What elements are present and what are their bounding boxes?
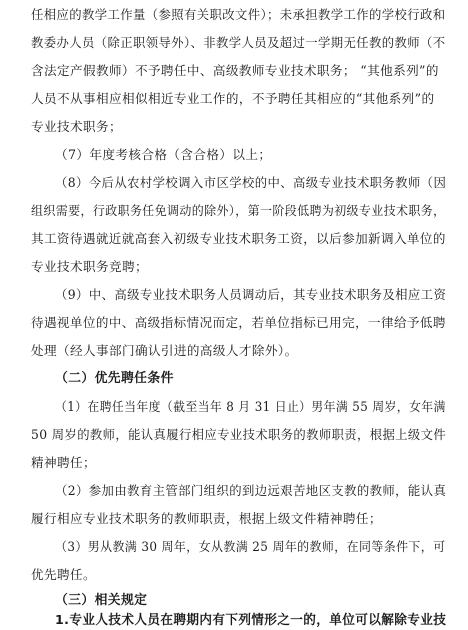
text-line-6: （7）年度考核合格（含合格）以上； — [55, 147, 272, 162]
section-heading-2: （二）优先聘任条件 — [55, 371, 174, 386]
text-line-15: （1）在聘任当年度（截至当年 8 月 31 日止）男年满 55 周岁，女年满 — [55, 399, 446, 414]
text-line-10: 专业技术职务竞聘； — [31, 259, 148, 274]
text-line-12: 待遇视单位的中、高级指标情况而定，若单位指标已用完，一律给予低聘 — [31, 315, 446, 330]
text-line-3: 含法定产假教师）不予聘任中、高级教师专业技术职务； “其他系列”的 — [31, 63, 439, 78]
text-line-19: 履行相应专业技术职务的教师职责，根据上级文件精神聘任； — [31, 511, 382, 526]
text-line-18: （2）参加由教育主管部门组织的到边远艰苦地区支教的教师，能认真 — [55, 483, 447, 498]
text-line-20: （3）男从教满 30 周年，女从教满 25 周年的教师，在同等条件下，可 — [55, 539, 446, 554]
text-line-4: 人员不从事相应相似相近专业工作的，不予聘任其相应的“其他系列”的 — [31, 91, 435, 106]
text-line-7: （8）今后从农村学校调入市区学校的中、高级专业技术职务教师（因 — [55, 175, 447, 190]
text-line-8: 组织需要，行政职务任免调动的除外），第一阶段低聘为初级专业技术职务， — [31, 203, 446, 218]
text-line-11: （9）中、高级专业技术职务人员调动后，其专业技术职务及相应工资 — [55, 287, 447, 302]
text-line-1: 任相应的教学工作量（参照有关职改文件）；未承担教学工作的学校行政和 — [31, 7, 446, 22]
text-line-17: 精神聘任； — [31, 455, 96, 470]
text-line-13: 处理（经人事部门确认引进的高级人才除外）。 — [31, 343, 298, 358]
text-line-9: 其工资待遇就近就高套入初级专业技术职务工资，以后参加新调入单位的 — [31, 231, 446, 246]
text-line-21: 优先聘任。 — [31, 567, 96, 582]
section-heading-3: （三）相关规定 — [55, 593, 148, 608]
text-line-5: 专业技术职务； — [31, 119, 122, 134]
text-line-16: 50 周岁的教师，能认真履行相应专业技术职务的教师职责，根据上级文件 — [31, 427, 447, 442]
rule-item-1: 1.专业人技术人员在聘期内有下列情形之一的，单位可以解除专业技 — [55, 613, 447, 628]
text-line-2: 教委办人员（除正职领导外）、非教学人员及超过一学期无任教的教师（不 — [31, 35, 446, 50]
